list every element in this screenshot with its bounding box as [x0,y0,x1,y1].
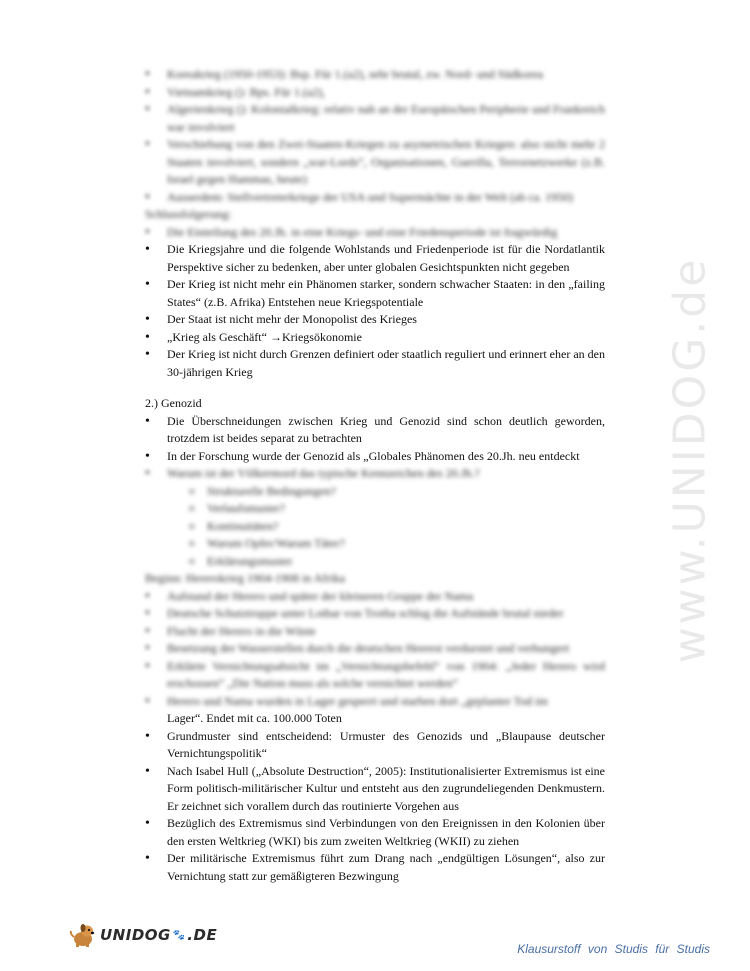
list-item: • Nach Isabel Hull („Absolute Destruction“, 2005): Institutionalisierter Extremismus ist eine Form politisch-militärischer Kultur und entsteht aus den zugrundeliegenden Denkmustern. Er zeichnet sich vorallem durch das routinierte Vorgehen aus [145,763,605,816]
list-item: • Warum ist der Völkermord das typische Kennzeichen des 20.Jh.? [145,465,605,483]
list-item: • Die Einteilung des 20.Jh. in eine Kriegs- und eine Friedensperiode ist fragwürdig [145,224,605,242]
sub-list-item: o Verlaufsmuster? [189,500,605,518]
conclusion-list [145,241,605,381]
genozid-list-continued [145,728,605,886]
logo-text: UNIDOG [100,926,171,944]
list-item: • Besetzung der Wasserstellen durch die deutschen Heerest verdurstet und verhungert [145,640,605,658]
list-item: • In der Forschung wurde der Genozid als „Globales Phänomen des 20.Jh. neu entdeckt [145,448,605,466]
list-item: • Der Krieg ist nicht durch Grenzen definiert oder staatlich reguliert und erinnert eher an den 30-jährigen Krieg [145,346,605,381]
list-item: • „Krieg als Geschäft“ →Kriegsökonomie [145,329,605,347]
blurred-list-herero [145,588,605,711]
list-item: • Die Überschneidungen zwischen Krieg und Genozid sind schon deutlich geworden, trotzdem ist beides separat zu betrachten [145,413,605,448]
paw-icon: 🐾 [172,929,186,941]
list-item: • Bezüglich des Extremismus sind Verbindungen von den Ereignissen in den Kolonien über den ersten Weltkrieg (WKI) bis zum zweiten Weltkrieg (WKII) zu ziehen [145,815,605,850]
blurred-sublist [145,483,605,571]
dog-mascot-icon [68,922,96,948]
list-item: • Erklärte Vernichtungsabsicht im „Vernichtungsbefehl“ von 1904: „Jeder Herero wird erschossen“ „Die Nation muss als solche vernichtet werden“ [145,658,605,693]
list-item: • Algerienkrieg (): Kolonialkrieg: relativ nah an der Europäischen Peripherie und Frankreich war involviert [145,101,605,136]
list-item: • Der militärische Extremismus führt zum Drang nach „endgültigen Lösungen“, also zur Vernichtung statt zur gemäßigteren Bezwingung [145,850,605,885]
watermark: www.UNIDOG.de [664,256,716,664]
list-item: • Grundmuster sind entscheidend: Urmuster des Genozids und „Blaupause deutscher Vernichtungspolitik“ [145,728,605,763]
list-item: • Der Krieg ist nicht mehr ein Phänomen starker, sondern schwacher Staaten: in den „failing States“ (z.B. Afrika) Entstehen neue Kriegspotentiale [145,276,605,311]
section-heading-genozid: 2.) Genozid [145,396,202,410]
sub-list-item: o Erklärungsmuster [189,553,605,571]
blurred-heading: Beginn: Hererokrieg 1904-1908 in Afrika [145,571,345,585]
list-item: • Aufstand der Herero und später der kleineren Gruppe der Nama [145,588,605,606]
blurred-heading: Schlussfolgerung: [145,207,232,221]
blurred-list-top [145,66,605,206]
sub-list-item: o Kontinuitäten? [189,518,605,536]
list-item: • Ausserdem: Stellvertreterkriege der USA und Supermächte in der Welt (ab ca. 1950) [145,189,605,207]
list-item: • Koreakrieg (1950-1953): Bsp. Für 1.(a2), sehr brutal, zw. Nord- und Südkorea [145,66,605,84]
sub-list-item: o Warum Opfer/Warum Täter? [189,535,605,553]
list-item: • Der Staat ist nicht mehr der Monopolist des Krieges [145,311,605,329]
sub-list-item: o Strukturelle Bedingungen? [189,483,605,501]
genozid-list [145,413,605,466]
blurred-question-list [145,465,605,483]
list-item: • Herero und Nama wurden in Lager gesperrt und starben dort „geplanter Tod im [145,693,605,711]
list-item: • Flucht der Herero in die Wüste [145,623,605,641]
document-content [145,66,605,885]
logo-text-domain: .DE [187,926,218,944]
list-item: • Vietnamkrieg (): Bps. Für 1.(a2), [145,84,605,102]
list-item: • Die Kriegsjahre und die folgende Wohlstands und Friedenperiode ist für die Nordatlantik Perspektive sicher zu bedenken, aber unter globalen Gesichtspunkten nicht gegeben [145,241,605,276]
list-item: • Deutsche Schutztruppe unter Lothar von Trotha schlug die Aufstände brutal nieder [145,605,605,623]
blurred-list-conclusion [145,224,605,242]
list-item: • Verschiebung von den Zwei-Staaten-Kriegen zu asymetrischen Kriegen: also nicht mehr 2 Staaten involviert, sondern „war-Lords“, Organisationen, Guerilla, Terrornetzwerke (z.B. Israel gegen Hammas, heute) [145,136,605,189]
unidog-logo [68,922,217,948]
footer-tagline: Klausurstoff von Studis für Studis [517,942,710,956]
partial-line: Lager“. Endet mit ca. 100.000 Toten [167,711,342,725]
